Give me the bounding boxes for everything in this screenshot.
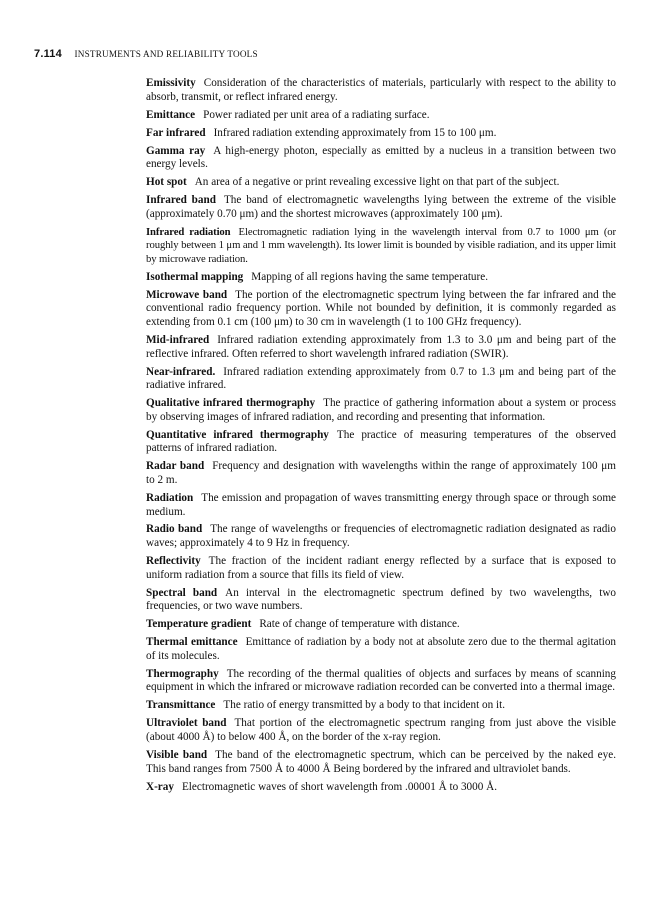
- page-number: 7.114: [34, 48, 62, 60]
- glossary-entry-gamma-ray: [146, 145, 616, 172]
- glossary-entry-infrared-radiation: [146, 226, 616, 267]
- glossary-entry-x-ray: [146, 781, 616, 795]
- glossary-definition: The emission and propagation of waves transmitting energy through space or through some medium.: [146, 491, 616, 518]
- glossary-entry-emittance: [146, 109, 616, 123]
- glossary-entry-visible-band: [146, 749, 616, 776]
- glossary-entry-microwave-band: [146, 289, 616, 330]
- glossary-term: Emissivity: [146, 77, 196, 89]
- glossary-term: Ultraviolet band: [146, 717, 227, 730]
- glossary-entry-reflectivity: [146, 555, 616, 582]
- glossary-definition: Infrared radiation extending approximately from 0.7 to 1.3 μm and being part of the radiative infrared.: [146, 365, 616, 392]
- glossary-definition: Emittance of radiation by a body not at absolute zero due to the thermal agitation of its molecules.: [146, 636, 617, 662]
- glossary-definition: The ratio of energy transmitted by a body to that incident on it.: [223, 699, 505, 712]
- glossary-entry-radio-band: [146, 523, 616, 550]
- glossary-entry-far-infrared: [146, 127, 616, 141]
- running-title: INSTRUMENTS AND RELIABILITY TOOLS: [74, 49, 258, 59]
- glossary-definition: The portion of the electromagnetic spectrum lying between the far infrared and the conventional radio frequency portion. While not bounded by definition, it is commonly regarded as extending from 0.1 cm (100 μm) to 30 cm in wavelength (1 to 100 GHz frequency).: [146, 288, 617, 329]
- glossary-entry-quantitative-infrared-thermography: [146, 429, 616, 456]
- glossary-definition: Rate of change of temperature with distance.: [259, 618, 460, 631]
- glossary-term: Infrared band: [146, 194, 216, 207]
- glossary-entry-isothermal-mapping: [146, 271, 616, 285]
- glossary-term: Isothermal mapping: [146, 270, 244, 283]
- glossary-definition: Mapping of all regions having the same temperature.: [251, 270, 489, 283]
- glossary-term: Transmittance: [146, 699, 216, 712]
- glossary-definition: The band of electromagnetic wavelengths lying between the extreme of the visible (approximately 0.70 μm) and the shortest microwaves (approximately 100 μm).: [146, 194, 616, 220]
- glossary-entry-thermography: [146, 668, 616, 695]
- glossary-term: Radio band: [146, 523, 203, 536]
- glossary-entry-radiation: [146, 492, 616, 519]
- glossary-term: Qualitative infrared thermography: [146, 397, 316, 410]
- glossary-definition: A high-energy photon, especially as emitted by a nucleus in a transition between two energy levels.: [146, 144, 617, 171]
- glossary-definition: Electromagnetic radiation lying in the wavelength interval from 0.7 to 1000 μm (or roughly between 1 μm and 1 mm wavelength). Its lower limit is bounded by visible radiation, and its upper limit by microwave radiation.: [146, 225, 616, 265]
- glossary-definition: The practice of gathering information about a system or process by observing images of infrared radiation, and recording and presenting that information.: [146, 397, 617, 423]
- glossary-definition: The band of the electromagnetic spectrum, which can be perceived by the naked eye. This band ranges from 7500 Å to 4000 Å Being bordered by the infrared and ultraviolet bands.: [146, 748, 616, 775]
- glossary-term: Gamma ray: [146, 144, 206, 157]
- glossary-entry-spectral-band: [146, 587, 616, 614]
- running-head: [34, 48, 258, 60]
- glossary-definition: An area of a negative or print revealing excessive light on that part of the subject.: [194, 176, 560, 189]
- glossary-term: Spectral band: [146, 586, 218, 599]
- glossary-term: Infrared radiation: [146, 225, 231, 238]
- glossary-definition: Infrared radiation extending approximately from 1.3 to 3.0 μm and being part of the reflective infrared. Often referred to short wavelength infrared radiation (SWIR).: [146, 334, 616, 360]
- glossary-term: X-ray: [146, 780, 174, 793]
- glossary-term: Near-infrared.: [146, 365, 216, 378]
- glossary-definition: Power radiated per unit area of a radiating surface.: [203, 108, 430, 121]
- glossary-term: Visible band: [146, 748, 208, 761]
- glossary-term: Hot spot: [146, 176, 187, 189]
- glossary-definition: An interval in the electromagnetic spectrum defined by two wavelengths, two frequencies, or two wave numbers.: [146, 586, 617, 613]
- glossary-definition: That portion of the electromagnetic spectrum ranging from just above the visible (about 4000 Å) to below 400 Å, on the border of the x-ray region.: [146, 717, 617, 743]
- glossary-term: Radar band: [146, 460, 205, 473]
- glossary-definition: Frequency and designation with wavelengths within the range of approximately 100 μm to 2 m.: [146, 460, 616, 486]
- glossary-term: Temperature gradient: [146, 618, 252, 631]
- glossary-definition: Infrared radiation extending approximately from 15 to 100 μm.: [213, 126, 497, 139]
- glossary-term: Quantitative infrared thermography: [146, 428, 329, 441]
- glossary-entry-hot-spot: [146, 176, 616, 190]
- glossary-term: Mid-infrared: [146, 334, 210, 347]
- glossary-definition: Electromagnetic waves of short wavelength from .00001 Å to 3000 Å.: [181, 780, 498, 793]
- glossary-entry-temperature-gradient: [146, 618, 616, 632]
- glossary-entry-transmittance: [146, 699, 616, 713]
- glossary-term: Emittance: [146, 108, 196, 121]
- glossary-term: Thermal emittance: [146, 636, 238, 649]
- glossary-definition: The practice of measuring temperatures of the observed patterns of infrared radiation.: [146, 428, 616, 455]
- glossary-definition: The recording of the thermal qualities of objects and surfaces by means of scanning equipment in which the infrared or microwave radiation recorded can be converted into a thermal image.: [146, 667, 616, 694]
- glossary-definition: Consideration of the characteristics of materials, particularly with respect to the ability to absorb, transmit, or reflect infrared energy.: [146, 77, 616, 103]
- glossary-entry-infrared-band: [146, 194, 616, 221]
- glossary-entry-near-infrared: [146, 366, 616, 393]
- glossary-entry-emissivity: [146, 77, 616, 104]
- glossary-term: Radiation: [146, 491, 194, 504]
- glossary-term: Microwave band: [146, 288, 228, 301]
- glossary-entry-ultraviolet-band: [146, 717, 616, 744]
- glossary-entry-qualitative-infrared-thermography: [146, 397, 616, 424]
- glossary-term: Reflectivity: [146, 555, 201, 568]
- glossary-definition: The range of wavelengths or frequencies of electromagnetic radiation designated as radio waves; approximately 4 to 9 Hz in frequency.: [146, 523, 616, 550]
- glossary-definition: The fraction of the incident radiant energy reflected by a surface that is exposed to uniform radiation from a source that fills its field of view.: [146, 555, 616, 581]
- glossary-term: Thermography: [146, 667, 219, 680]
- glossary-list: [146, 77, 616, 798]
- glossary-entry-thermal-emittance: [146, 636, 616, 663]
- glossary-entry-radar-band: [146, 460, 616, 487]
- glossary-term: Far infrared: [146, 126, 206, 139]
- glossary-entry-mid-infrared: [146, 334, 616, 361]
